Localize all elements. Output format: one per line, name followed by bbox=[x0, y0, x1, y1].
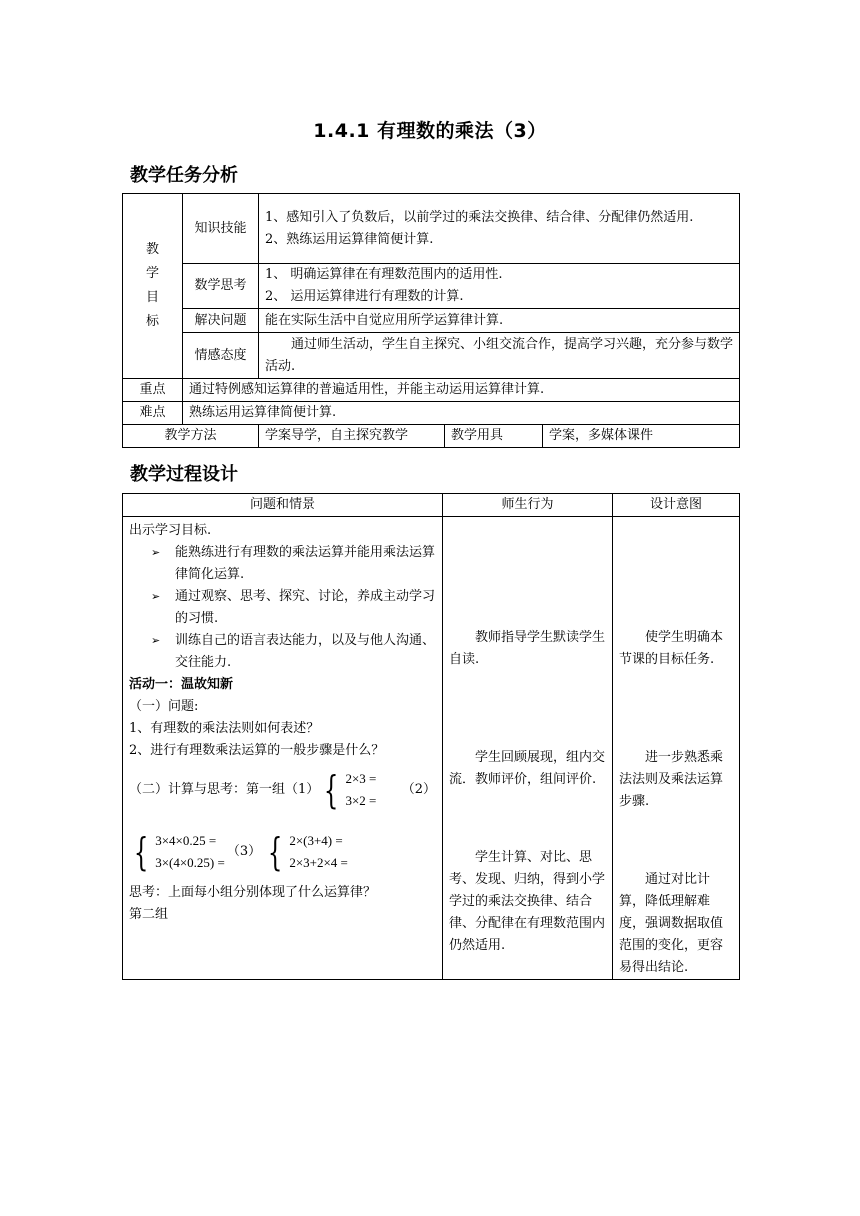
goal-label-attitude: 情感态度 bbox=[183, 333, 259, 379]
goal-text-thinking: 1、 明确运算律在有理数范围内的适用性. 2、 运用运算律进行有理数的计算. bbox=[259, 264, 740, 309]
intent-3: 通过对比计算，降低理解难度，强调数据取值范围的变化，更容易得出结论. bbox=[619, 872, 724, 975]
header-actions: 师生行为 bbox=[443, 494, 613, 517]
method-label: 教学方法 bbox=[123, 425, 259, 448]
goal-label-knowledge: 知识技能 bbox=[183, 194, 259, 264]
page-title: 1.4.1 有理数的乘法（3） bbox=[313, 120, 547, 142]
calc-group-1: （二）计算与思考：第一组（1） { 2×3 = 3×2 = （2） bbox=[129, 768, 436, 812]
difficulty-text: 熟练运用运算律简便计算. bbox=[183, 402, 740, 425]
action-2: 学生回顾展现，组内交流．教师评价，组间评价. bbox=[449, 750, 606, 787]
goal-text-attitude: 通过师生活动，学生自主探究、小组交流合作，提高学习兴趣，充分参与数学活动. bbox=[259, 333, 740, 379]
section-heading-process-design: 教学过程设计 bbox=[130, 464, 238, 485]
question-heading: （一）问题: bbox=[129, 699, 199, 714]
intro-text: 出示学习目标. bbox=[129, 523, 212, 538]
calc-group-2-3: { 3×4×0.25 = 3×(4×0.25) = （3） { 2×(3+4) = 2×3+2×4 = bbox=[133, 830, 348, 874]
goal-text-knowledge: 1、感知引入了负数后，以前学过的乘法交换律、结合律、分配律仍然适用. 2、熟练运用运算律简便计算. bbox=[259, 194, 740, 264]
difficulty-label: 难点 bbox=[123, 402, 183, 425]
action-3: 学生计算、对比、思考、发现、归纳，得到小学学过的乘法交换律、结合律、分配律在有理数范围内仍然适用. bbox=[449, 850, 606, 953]
think-question: 思考：上面每小组分别体现了什么运算律？ bbox=[129, 885, 377, 900]
tools-label: 教学用具 bbox=[445, 425, 543, 448]
intent-cell bbox=[613, 517, 740, 980]
intent-1: 使学生明确本节课的目标任务. bbox=[619, 630, 724, 667]
actions-cell bbox=[443, 517, 613, 980]
question-1: 1、有理数的乘法法则如何表述？ bbox=[129, 721, 320, 736]
header-scenario: 问题和情景 bbox=[123, 494, 443, 517]
goal-label-problem: 解决问题 bbox=[183, 309, 259, 333]
section-heading-task-analysis: 教学任务分析 bbox=[130, 165, 238, 186]
list-item: ➢ 能熟练进行有理数的乘法运算并能用乘法运算律简化运算. bbox=[151, 545, 436, 582]
action-1: 教师指导学生默读学生自读. bbox=[449, 630, 606, 667]
question-2: 2、进行有理数乘法运算的一般步骤是什么？ bbox=[129, 743, 385, 758]
intent-2: 进一步熟悉乘法法则及乘法运算步骤. bbox=[619, 750, 724, 809]
key-point-label: 重点 bbox=[123, 379, 183, 402]
goal-label-thinking: 数学思考 bbox=[183, 264, 259, 309]
group-2-label: 第二组 bbox=[129, 907, 169, 922]
header-intent: 设计意图 bbox=[613, 494, 740, 517]
activity-heading: 活动一：温故知新 bbox=[129, 677, 234, 692]
list-item: ➢ 训练自己的语言表达能力，以及与他人沟通、交往能力. bbox=[151, 633, 436, 670]
list-item: ➢ 通过观察、思考、探究、讨论，养成主动学习的习惯. bbox=[151, 589, 436, 626]
tools-value: 学案，多媒体课件 bbox=[543, 425, 740, 448]
goals-label: 教 学 目 标 bbox=[123, 194, 183, 379]
process-table bbox=[122, 493, 740, 980]
method-value: 学案导学，自主探究教学 bbox=[259, 425, 445, 448]
key-point-text: 通过特例感知运算律的普遍适用性，并能主动运用运算律计算. bbox=[183, 379, 740, 402]
goal-text-problem: 能在实际生活中自觉应用所学运算律计算. bbox=[259, 309, 740, 333]
task-analysis-table bbox=[122, 193, 740, 448]
scenario-cell bbox=[123, 517, 443, 980]
